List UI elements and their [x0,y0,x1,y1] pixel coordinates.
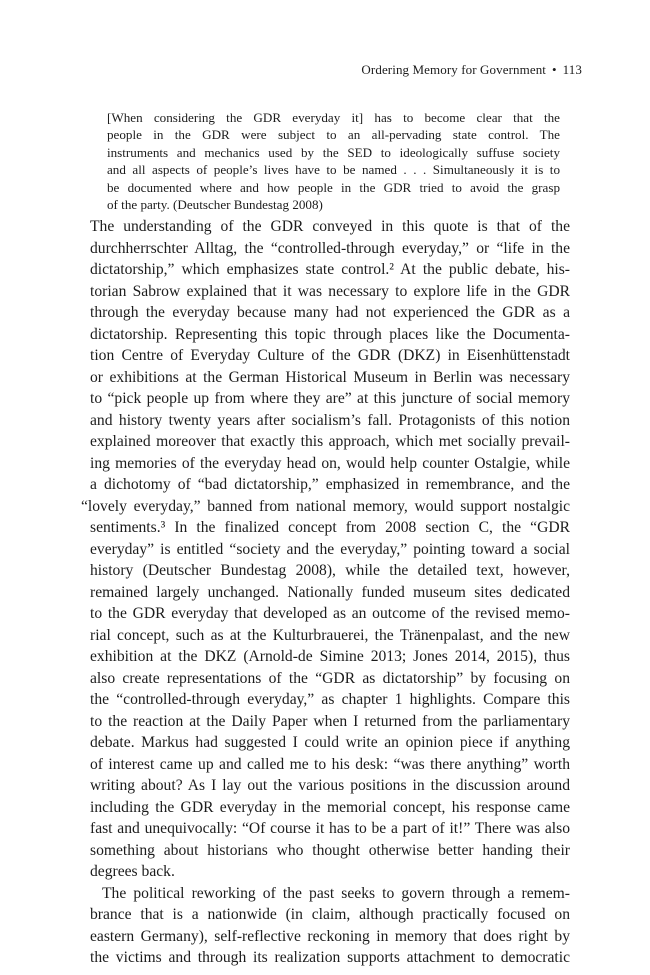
body-line: eastern Germany), self-reflective reckoning in memory that does right by [90,927,570,945]
body-line: The political reworking of the past seeks to govern through a remem- [102,884,570,902]
body-line: dictatorship. Representing this topic through places like the Documenta- [90,325,570,343]
body-line: and history twenty years after socialism’s fall. Protagonists of this notion [90,411,570,429]
quote-line: [When considering the GDR everyday it] has to become clear that the [107,110,560,125]
body-line: degrees back. [90,863,175,880]
running-title: Ordering Memory for Government [361,62,547,77]
quote-line: instruments and mechanics used by the SED to ideologically suffuse society [107,144,560,160]
body-line: debate. Markus had suggested I could write an opinion piece if anything [90,734,570,751]
quote-line: be documented where and how people in the GDR tried to avoid the grasp [107,179,560,195]
body-line: everyday” is entitled “society and the everyday,” pointing toward a social [90,540,570,558]
body-line: remained largely unchanged. Nationally funded museum sites dedicated [90,583,570,601]
body-line: through the everyday because many had not experienced the GDR as a [90,304,570,321]
body-line: fast and unequivocally: “Of course it has to be a part of it!” There was also [90,820,570,837]
body-line: torian Sabrow explained that it was necessary to explore life in the GDR [90,282,570,300]
body-line: exhibition at the DKZ (Arnold-de Simine 2013; Jones 2014, 2015), thus [90,648,570,665]
body-line: to “pick people up from where they are” at this juncture of social memory [90,390,570,407]
body-line: The understanding of the GDR conveyed in this quote is that of the [90,218,570,235]
body-line: to the reaction at the Daily Paper when I returned from the parliamentary [90,712,570,730]
body-line: history (Deutscher Bundestag 2008), while the detailed text, however, [90,562,570,579]
body-line: including the GDR everyday in the memorial concept, his response came [90,798,570,816]
page-number: 113 [562,62,582,77]
body-line: “lovely everyday,” banned from national memory, would support nostalgic [81,497,570,515]
body-line: ing memories of the everyday head on, would help counter Ostalgie, while [90,454,570,472]
running-head [361,62,582,78]
body-line: a dichotomy of “bad dictatorship,” emphasized in remembrance, and the [90,476,570,493]
quote-line: of the party. (Deutscher Bundestag 2008) [107,196,323,212]
body-line: the victims and through its realization supports attachment to democratic [90,949,570,966]
body-line: of interest came up and called me to his desk: “was there anything” worth [90,755,570,773]
body-text [81,216,570,969]
body-line: the “controlled-through everyday,” as chapter 1 highlights. Compare this [90,691,570,708]
header-separator: • [552,62,557,77]
body-line: dictatorship,” which emphasizes state control.² At the public debate, his- [90,261,570,278]
body-line: writing about? As I lay out the various positions in the discussion around [90,777,570,794]
body-line: sentiments.³ In the finalized concept from 2008 section C, the “GDR [90,519,570,536]
quote-line: and all aspects of people’s lives have to be named . . . Simultaneously it is to [107,162,560,178]
block-quote [107,109,560,213]
quote-line: people in the GDR were subject to an all-pervading state control. The [107,127,560,143]
body-line: tion Centre of Everyday Culture of the GDR (DKZ) in Eisenhüttenstadt [90,347,570,364]
body-line: or exhibitions at the German Historical Museum in Berlin was necessary [90,368,570,386]
body-line: brance that is a nationwide (in claim, although practically focused on [90,906,570,923]
body-line: to the GDR everyday that developed as an outcome of the revised memo- [90,605,570,622]
body-line: something about historians who thought otherwise better handing their [90,841,570,859]
body-line: durchherrschter Alltag, the “controlled-through everyday,” or “life in the [90,239,570,257]
body-line: rial concept, such as at the Kulturbrauerei, the Tränenpalast, and the new [90,626,570,644]
body-line: also create representations of the “GDR as dictatorship” by focusing on [90,669,570,687]
body-line: explained moreover that exactly this approach, which met socially prevail- [90,433,570,450]
